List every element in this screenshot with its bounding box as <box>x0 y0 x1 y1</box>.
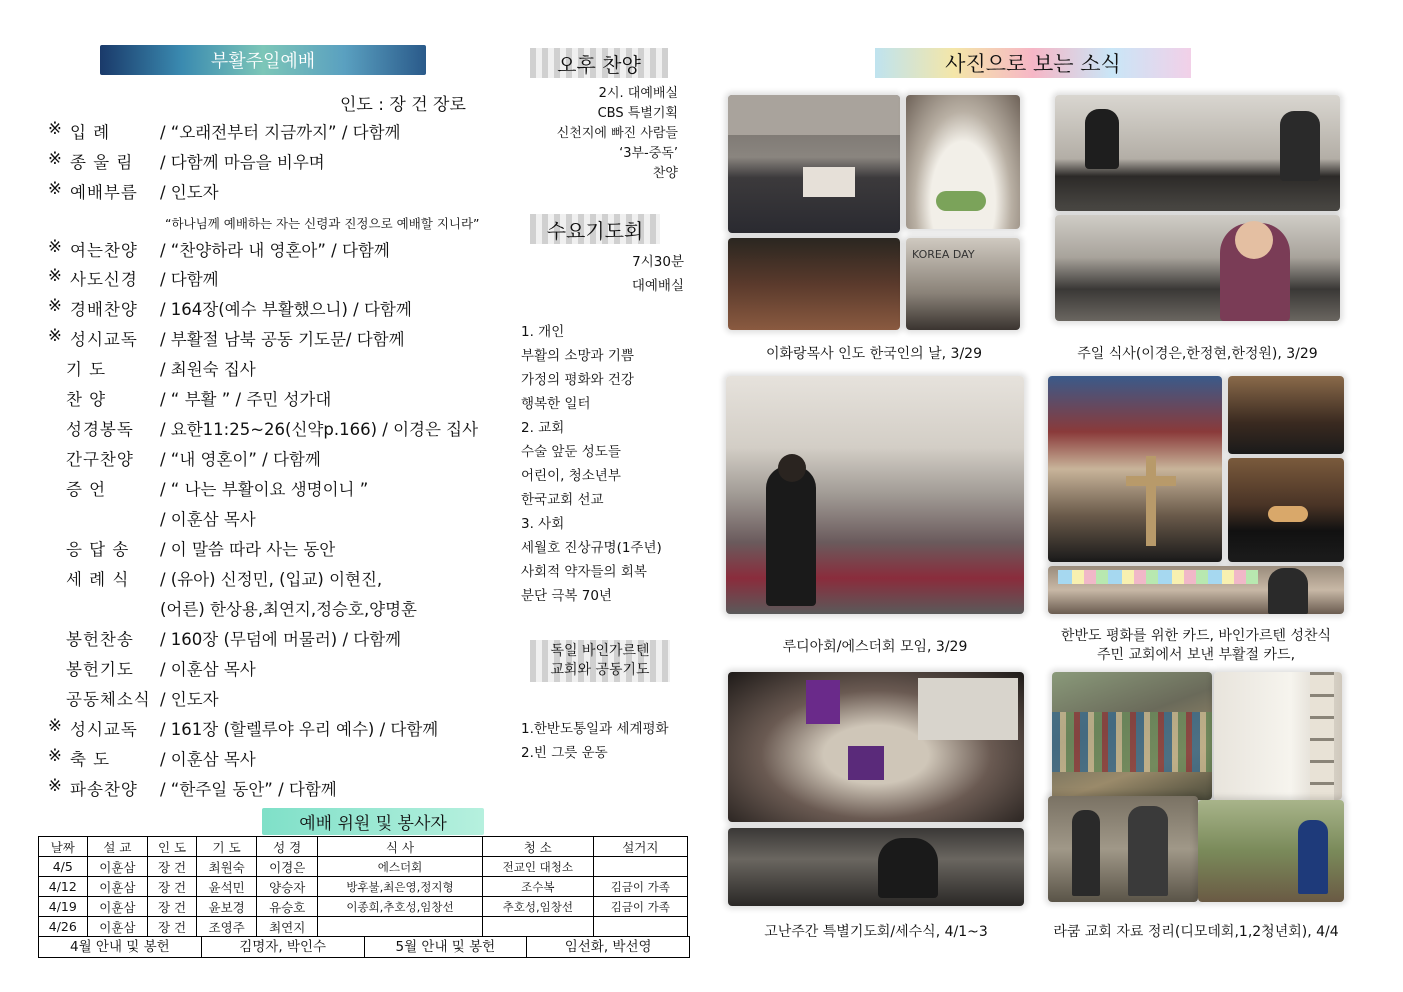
list-item: 신천지에 빠진 사람들 <box>556 126 678 141</box>
order-item-detail: / 인도자 <box>160 183 219 202</box>
order-item <box>40 536 500 566</box>
order-item-name: 증 언 <box>66 480 107 499</box>
bibimbap-photo <box>906 95 1020 229</box>
caption-peace-cards-line1: 한반도 평화를 위한 카드, 바인가르텐 성찬식 <box>1060 628 1332 644</box>
order-item-detail: / 최원숙 집사 <box>160 360 256 379</box>
list-item: 2. 교회 <box>521 420 565 436</box>
order-item <box>40 266 500 296</box>
list-item: 한국교회 선교 <box>521 492 604 508</box>
caption-book-sorting: 라쿰 교회 자료 정리(디모데회,1,2청년회), 4/4 <box>1053 924 1339 940</box>
list-item: 부활의 소망과 기쁨 <box>521 348 634 364</box>
joint-prayer-title: 독일 바인가르텐 교회와 공동기도 <box>550 643 650 678</box>
moving-furniture-photo <box>1048 796 1198 902</box>
holy-week-altar-photo <box>728 672 1024 822</box>
staff-cell: 전교인 대청소 <box>482 857 593 877</box>
required-mark: ※ <box>48 266 62 285</box>
prayer-topics-list <box>521 320 711 608</box>
order-item-detail: (어른) 한상용,최연지,정승호,양명훈 <box>160 600 417 619</box>
photo-news-title: 사진으로 보는 소식 <box>945 52 1121 76</box>
order-item <box>40 626 500 656</box>
wednesday-prayer-title: 수요기도회 <box>546 218 644 243</box>
staff-cell: 이훈삼 <box>87 897 148 917</box>
table-row <box>39 857 688 877</box>
required-mark: ※ <box>48 149 62 168</box>
may-guide-label: 5월 안내 및 봉헌 <box>365 937 528 957</box>
required-mark: ※ <box>48 119 62 138</box>
caption-women-group: 루디아회/에스더회 모임, 3/29 <box>782 639 968 655</box>
order-item-detail: / “ 나는 부활이요 생명이니 ” <box>160 480 369 499</box>
order-item-name: 축 도 <box>70 750 111 769</box>
staff-header-cell: 성 경 <box>257 837 318 857</box>
joint-prayer-list <box>521 717 711 765</box>
order-item <box>40 356 500 386</box>
staff-cell: 4/5 <box>39 857 88 877</box>
order-item-detail: / “오래전부터 지금까지” / 다함께 <box>160 123 401 142</box>
korea-day-group-photo <box>728 95 900 233</box>
list-item: 세월호 진상규명(1주년) <box>521 540 662 556</box>
order-item <box>40 746 500 776</box>
order-item-name: 사도신경 <box>70 270 138 289</box>
wednesday-prayer-banner <box>530 214 660 244</box>
staff-cell: 최연지 <box>257 917 318 937</box>
order-item-detail: / (유아) 신정민, (입교) 이현진, <box>160 570 383 589</box>
staff-cell: 4/26 <box>39 917 88 937</box>
order-item-detail: / “내 영혼이” / 다함께 <box>160 450 321 469</box>
communion-table-photo-2 <box>1228 458 1344 562</box>
order-item-detail: / “ 부활 ” / 주민 성가대 <box>160 390 332 409</box>
order-item-name: 응 답 송 <box>66 540 130 559</box>
worship-title: 부활주일예배 <box>210 51 316 72</box>
order-item <box>40 506 500 536</box>
order-item-name: 예배부름 <box>70 183 138 202</box>
order-item-detail: / “찬양하라 내 영혼아” / 다함께 <box>160 241 390 260</box>
table-row <box>39 917 688 937</box>
april-guide-names: 김명자, 박인수 <box>202 937 365 957</box>
list-item: 대예배실 <box>631 278 684 294</box>
order-item <box>40 776 500 806</box>
order-item-name: 성시교독 <box>70 720 138 739</box>
staff-header-cell: 설거지 <box>593 837 687 857</box>
caption-peace-cards <box>1040 627 1352 665</box>
caption-holy-week: 고난주간 특별기도회/세수식, 4/1~3 <box>764 924 988 940</box>
required-mark: ※ <box>48 296 62 315</box>
order-item <box>40 296 500 326</box>
order-item-name: 찬 양 <box>66 390 107 409</box>
worship-title-banner <box>100 45 426 75</box>
order-item-name: 입 례 <box>70 123 111 142</box>
order-item <box>40 179 500 209</box>
joint-prayer-banner <box>530 640 670 682</box>
may-guide-names: 임선화, 박선영 <box>564 939 652 955</box>
order-item <box>40 119 500 149</box>
order-item-name: 간구찬양 <box>66 450 134 469</box>
list-item: 1.한반도통일과 세계평화 <box>521 721 669 737</box>
order-item <box>40 326 500 356</box>
staff-cell: 장 건 <box>148 857 197 877</box>
offering-guide-row <box>38 936 690 958</box>
order-item <box>40 237 500 267</box>
order-item-detail: / 이훈삼 목사 <box>160 660 256 679</box>
order-item-detail: / 부활절 남북 공동 기도문/ 다함께 <box>160 330 405 349</box>
list-item: 어린이, 청소년부 <box>521 468 621 484</box>
required-mark: ※ <box>48 746 62 765</box>
list-item: 7시30분 <box>632 254 684 270</box>
caption-korea-day: 이화랑목사 인도 한국인의 날, 3/29 <box>766 346 982 362</box>
order-item-name: 성경봉독 <box>66 420 134 439</box>
call-to-worship-quote: “하나님께 예배하는 자는 신령과 진정으로 예배할 지니라” <box>165 216 480 231</box>
order-item-detail: / 164장(예수 부활했으니) / 다함께 <box>160 300 412 319</box>
staff-cell: 장 건 <box>148 917 197 937</box>
foot-washing-photo <box>728 828 1024 906</box>
required-mark: ※ <box>48 716 62 735</box>
staff-cell: 이경은 <box>257 857 318 877</box>
staff-cell: 양승자 <box>257 877 318 897</box>
staff-cell: 김금이 가족 <box>593 897 687 917</box>
staff-header-cell: 식 사 <box>317 837 482 857</box>
order-item-detail: / 이 말씀 따라 사는 동안 <box>160 540 336 559</box>
staff-cell: 김금이 가족 <box>593 877 687 897</box>
staff-cell: 이종희,추호성,임창선 <box>317 897 482 917</box>
peace-cards-photo <box>1048 566 1344 614</box>
staff-table <box>38 836 688 937</box>
korea-day-crowd-photo <box>728 238 900 330</box>
staff-cell: 조영주 <box>196 917 257 937</box>
order-item-detail: / 인도자 <box>160 690 219 709</box>
staff-cell: 방후불,최은영,정지형 <box>317 877 482 897</box>
caption-peace-cards-line2: 주민 교회에서 보낸 부활절 카드, <box>1096 647 1296 663</box>
order-item-name: 성시교독 <box>70 330 138 349</box>
staff-cell: 추호성,임창선 <box>482 897 593 917</box>
order-item <box>40 386 500 416</box>
staff-header-cell: 기 도 <box>196 837 257 857</box>
communion-table-photo-1 <box>1228 376 1344 454</box>
outdoor-work-photo <box>1198 800 1344 902</box>
kitchen-cooking-photo-1 <box>1055 95 1340 211</box>
staff-cell <box>317 917 482 937</box>
order-item-detail: / 이훈삼 목사 <box>160 510 256 529</box>
order-item-name: 여는찬양 <box>70 241 138 260</box>
order-item-name: 공동체소식 <box>66 690 151 709</box>
list-item: 2.빈 그릇 운동 <box>521 745 608 761</box>
staff-title: 예배 위원 및 봉사자 <box>299 814 447 834</box>
staff-header-cell: 청 소 <box>482 837 593 857</box>
order-item <box>40 446 500 476</box>
staff-cell: 최원숙 <box>196 857 257 877</box>
order-item-detail: / 다함께 마음을 비우며 <box>160 153 325 172</box>
afternoon-praise-banner <box>530 48 668 78</box>
afternoon-praise-details <box>520 84 678 184</box>
order-item-name: 봉헌기도 <box>66 660 134 679</box>
staff-cell <box>593 917 687 937</box>
order-item <box>40 149 500 179</box>
order-item-detail: / 160장 (무덤에 머물러) / 다함께 <box>160 630 402 649</box>
list-item: CBS 특별기획 <box>597 106 678 121</box>
list-item: 가정의 평화와 건강 <box>521 372 634 388</box>
list-item: 1. 개인 <box>521 324 565 340</box>
order-item <box>40 476 500 506</box>
staff-cell: 에스더회 <box>317 857 482 877</box>
caption-sunday-meal: 주일 식사(이경은,한정현,한정원), 3/29 <box>1077 346 1318 362</box>
photo-news-banner <box>875 48 1191 78</box>
order-item-detail: / “한주일 동안” / 다함께 <box>160 780 337 799</box>
order-item-detail: / 161장 (할렐루야 우리 예수) / 다함께 <box>160 720 439 739</box>
staff-cell: 4/19 <box>39 897 88 917</box>
afternoon-praise-title: 오후 찬양 <box>557 52 641 77</box>
order-item <box>40 716 500 746</box>
required-mark: ※ <box>48 237 62 256</box>
staff-table-header <box>39 837 688 857</box>
order-item-detail: / 이훈삼 목사 <box>160 750 256 769</box>
book-sorting-photo-1 <box>1052 672 1212 800</box>
staff-header-cell: 인 도 <box>148 837 197 857</box>
list-item: 행복한 일터 <box>521 396 591 412</box>
staff-cell: 4/12 <box>39 877 88 897</box>
order-item <box>40 686 500 716</box>
list-item: 수술 앞둔 성도들 <box>521 444 621 460</box>
staff-header-cell: 설 교 <box>87 837 148 857</box>
korea-day-text: KOREA DAY <box>912 248 975 261</box>
wednesday-prayer-details <box>560 250 684 298</box>
list-item: 2시. 대예배실 <box>598 86 678 101</box>
order-item-name: 세 례 식 <box>66 570 130 589</box>
order-item <box>40 656 500 686</box>
list-item: 사회적 약자들의 회복 <box>521 564 647 580</box>
order-item-name: 기 도 <box>66 360 107 379</box>
staff-title-banner <box>262 808 484 835</box>
required-mark: ※ <box>48 326 62 345</box>
weingarten-church-photo <box>1048 376 1222 562</box>
staff-cell <box>482 917 593 937</box>
order-item <box>40 416 500 446</box>
order-item-name: 종 울 림 <box>70 153 134 172</box>
staff-cell <box>593 857 687 877</box>
order-item-name: 파송찬양 <box>70 780 138 799</box>
order-item <box>40 566 500 596</box>
order-item-name: 봉헌찬송 <box>66 630 134 649</box>
worship-leader: 인도 : 장 건 장로 <box>340 95 466 115</box>
list-item: ‘3부-중독’ <box>619 146 678 161</box>
staff-cell: 윤보경 <box>196 897 257 917</box>
staff-cell: 윤석민 <box>196 877 257 897</box>
staff-cell: 장 건 <box>148 877 197 897</box>
list-item: 찬양 <box>652 166 678 181</box>
list-item: 분단 극복 70년 <box>521 588 612 604</box>
table-row <box>39 897 688 917</box>
women-group-meeting-photo <box>726 376 1024 614</box>
staff-cell: 장 건 <box>148 897 197 917</box>
order-item-name: 경배찬양 <box>70 300 138 319</box>
staff-cell: 이훈삼 <box>87 877 148 897</box>
staff-header-cell: 날짜 <box>39 837 88 857</box>
staff-cell: 조수복 <box>482 877 593 897</box>
required-mark: ※ <box>48 776 62 795</box>
order-item-detail: / 다함께 <box>160 270 219 289</box>
book-shelf-photo <box>1214 672 1342 800</box>
staff-cell: 이훈삼 <box>87 857 148 877</box>
kitchen-cooking-photo-2 <box>1055 215 1340 321</box>
staff-cell: 유승호 <box>257 897 318 917</box>
korea-day-presentation-photo <box>906 238 1020 330</box>
list-item: 3. 사회 <box>521 516 565 532</box>
table-row <box>39 877 688 897</box>
order-item-detail: / 요한11:25~26(신약p.166) / 이경은 집사 <box>160 420 479 439</box>
april-guide-label: 4월 안내 및 봉헌 <box>39 937 202 957</box>
staff-cell: 이훈삼 <box>87 917 148 937</box>
required-mark: ※ <box>48 179 62 198</box>
order-item <box>40 596 500 626</box>
